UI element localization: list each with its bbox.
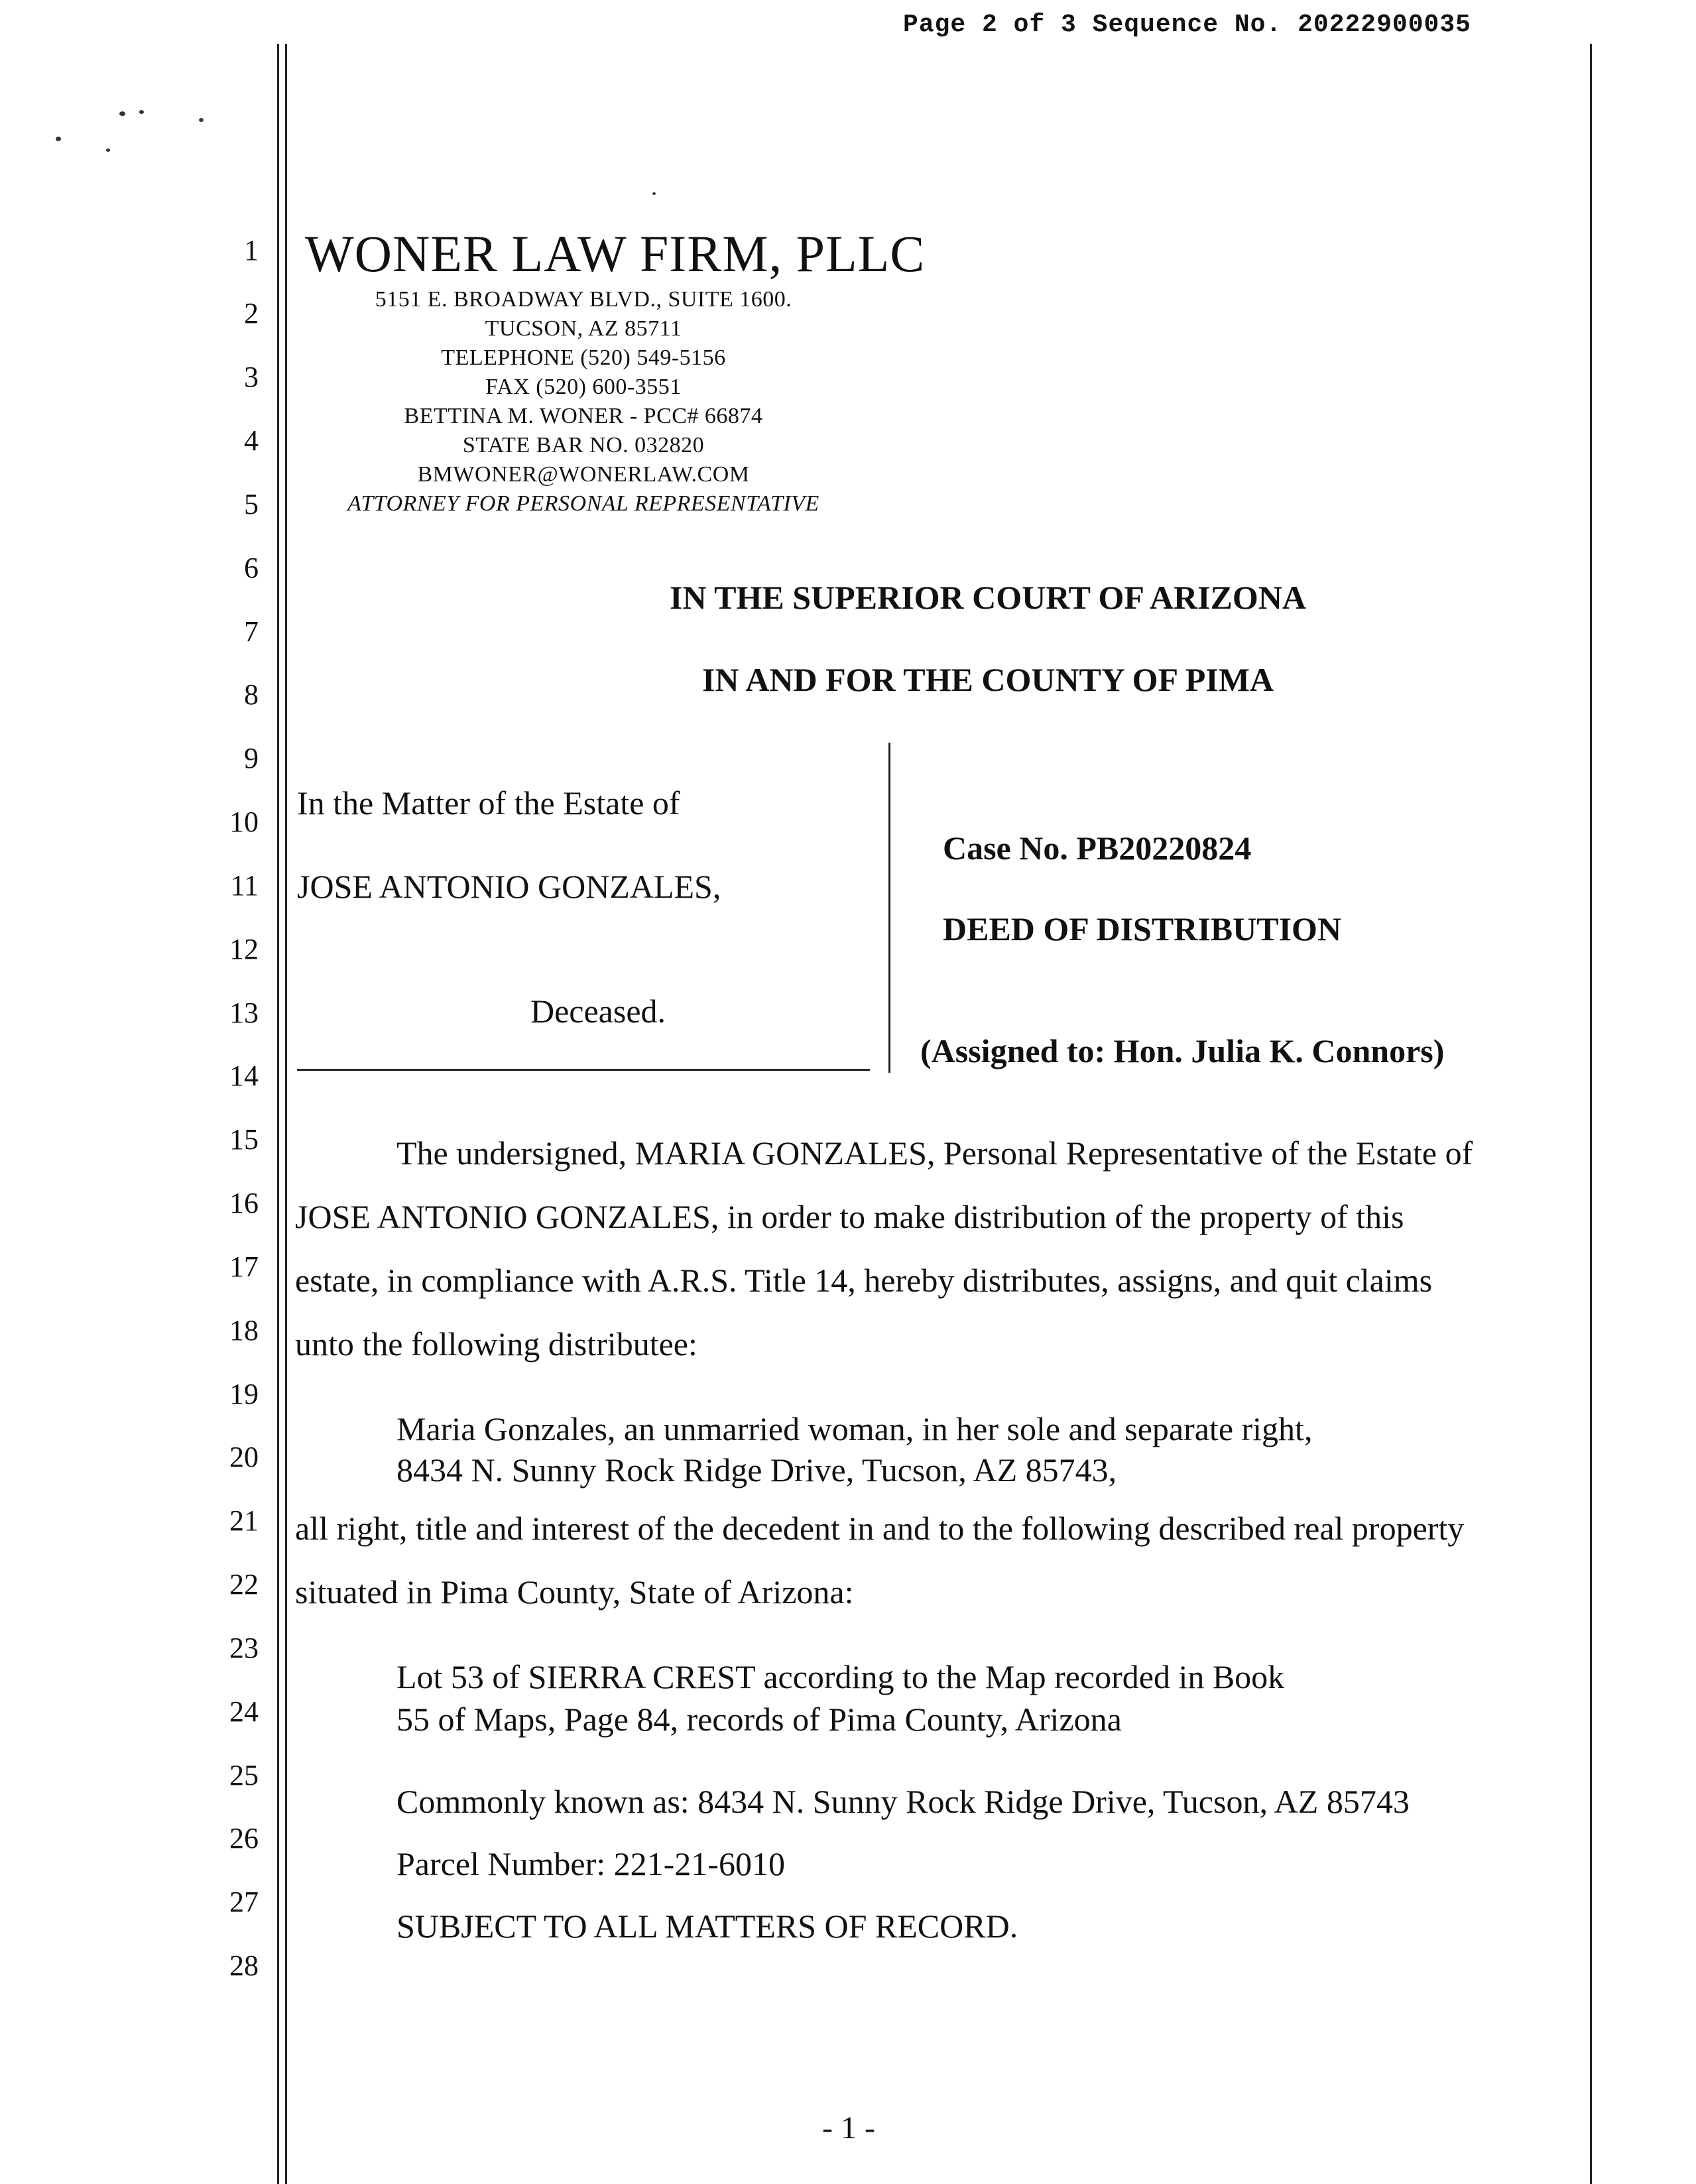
line-number: 4 <box>244 424 259 457</box>
body-text-line: estate, in compliance with A.R.S. Title 14, hereby distributes, assigns, and quit claims <box>295 1262 1433 1299</box>
line-number: 28 <box>229 1949 259 1982</box>
legal-description-line: Lot 53 of SIERRA CREST according to the Map recorded in Book <box>396 1658 1285 1695</box>
line-number: 16 <box>229 1187 259 1219</box>
court-heading-line1: IN THE SUPERIOR COURT OF ARIZONA <box>670 579 1306 616</box>
scan-speck <box>139 110 144 114</box>
line-number: 2 <box>244 297 259 330</box>
line-number: 25 <box>229 1759 259 1791</box>
scan-speck <box>199 118 204 122</box>
distributee-address: 8434 N. Sunny Rock Ridge Drive, Tucson, AZ 85743, <box>396 1451 1117 1488</box>
right-margin-rule <box>1590 44 1592 2184</box>
document-title: DEED OF DISTRIBUTION <box>943 910 1342 947</box>
caption-deceased: Deceased. <box>530 993 666 1030</box>
attorney-role: ATTORNEY FOR PERSONAL REPRESENTATIVE <box>347 491 819 516</box>
line-number: 13 <box>229 997 259 1029</box>
body-text-line: The undersigned, MARIA GONZALES, Personal Representative of the Estate of <box>396 1134 1473 1172</box>
assigned-judge: (Assigned to: Hon. Julia K. Connors) <box>920 1032 1445 1069</box>
line-number: 9 <box>244 742 259 774</box>
firm-contact-block <box>252 285 915 518</box>
attorney-email: BMWONER@WONERLAW.COM <box>417 462 750 487</box>
scan-speck <box>56 137 61 141</box>
line-number: 14 <box>229 1060 259 1092</box>
scan-speck <box>106 149 110 152</box>
scan-speck <box>652 192 656 195</box>
line-number: 22 <box>229 1568 259 1601</box>
attorney-name: BETTINA M. WONER - PCC# 66874 <box>404 404 763 428</box>
line-number: 20 <box>229 1441 259 1473</box>
commonly-known-as: Commonly known as: 8434 N. Sunny Rock Ridge Drive, Tucson, AZ 85743 <box>396 1783 1410 1820</box>
firm-address-line1: 5151 E. BROADWAY BLVD., SUITE 1600. <box>375 287 792 312</box>
caption-divider <box>888 743 890 1073</box>
line-number: 19 <box>229 1378 259 1410</box>
line-number: 3 <box>244 361 259 393</box>
state-bar-number: STATE BAR NO. 032820 <box>462 433 705 457</box>
case-number: Case No. PB20220824 <box>943 829 1252 867</box>
distributee-line: Maria Gonzales, an unmarried woman, in her sole and separate right, <box>396 1410 1313 1447</box>
line-number: 11 <box>230 869 259 902</box>
firm-fax: FAX (520) 600-3551 <box>485 375 682 399</box>
recording-stamp: Page 2 of 3 Sequence No. 20222900035 <box>903 11 1471 39</box>
line-number: 21 <box>229 1504 259 1537</box>
line-number: 17 <box>229 1250 259 1283</box>
legal-description-line: 55 of Maps, Page 84, records of Pima County, Arizona <box>396 1701 1122 1738</box>
line-number: 15 <box>229 1123 259 1156</box>
line-number: 27 <box>229 1886 259 1918</box>
court-heading-line2: IN AND FOR THE COUNTY OF PIMA <box>701 661 1274 698</box>
line-number: 5 <box>244 488 259 520</box>
caption-decedent: JOSE ANTONIO GONZALES, <box>297 868 721 905</box>
parcel-number: Parcel Number: 221-21-6010 <box>396 1845 785 1882</box>
line-number: 26 <box>229 1822 259 1854</box>
line-number: 23 <box>229 1632 259 1664</box>
firm-address-line2: TUCSON, AZ 85711 <box>485 316 682 341</box>
line-number: 10 <box>229 806 259 838</box>
body-text-line: unto the following distributee: <box>295 1325 697 1363</box>
line-number: 24 <box>229 1695 259 1728</box>
page-number: - 1 - <box>822 2110 875 2146</box>
line-number: 8 <box>244 678 259 711</box>
scan-speck <box>119 111 125 116</box>
line-number: 18 <box>229 1314 259 1347</box>
line-number: 12 <box>229 933 259 965</box>
line-number: 1 <box>244 234 259 267</box>
line-number: 6 <box>244 552 259 584</box>
caption-matter: In the Matter of the Estate of <box>297 784 680 821</box>
body-text-line: all right, title and interest of the decedent in and to the following described real property <box>295 1510 1465 1547</box>
firm-name: WONER LAW FIRM, PLLC <box>305 225 926 282</box>
firm-telephone: TELEPHONE (520) 549-5156 <box>441 345 726 370</box>
body-text-line: JOSE ANTONIO GONZALES, in order to make distribution of the property of this <box>295 1198 1404 1235</box>
caption-underline <box>297 1069 870 1071</box>
body-text-line: situated in Pima County, State of Arizona: <box>295 1573 854 1610</box>
line-number: 7 <box>244 615 259 648</box>
subject-to-record: SUBJECT TO ALL MATTERS OF RECORD. <box>396 1908 1018 1945</box>
